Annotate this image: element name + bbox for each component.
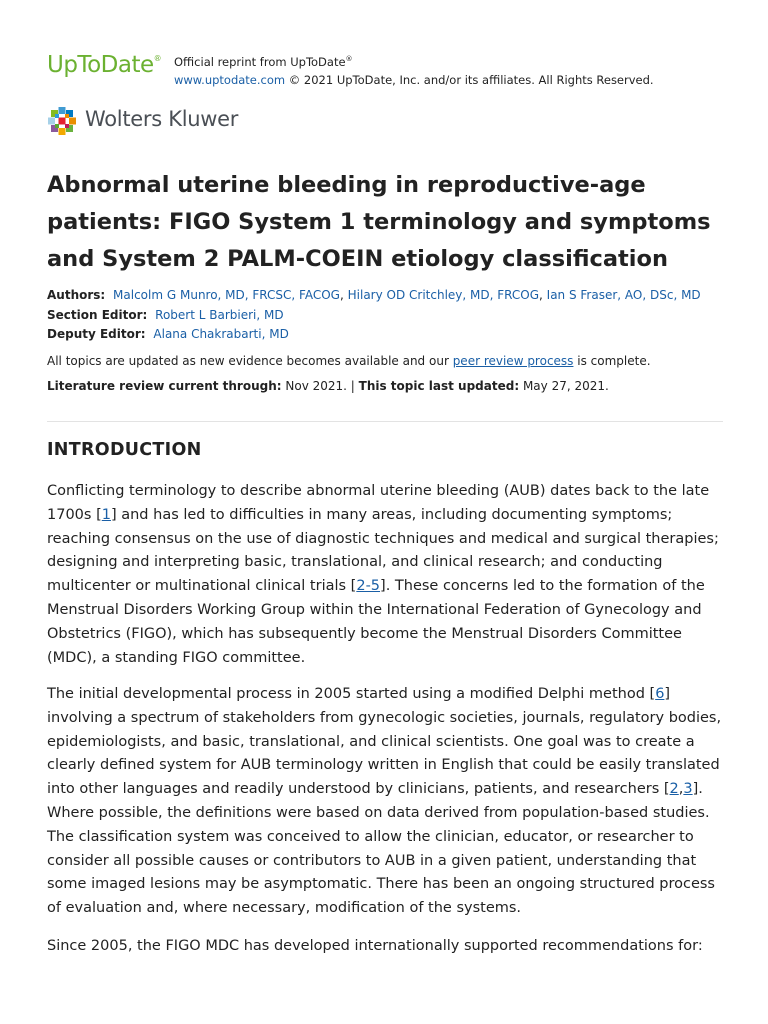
- header: [47, 48, 723, 88]
- review-dates: [47, 377, 737, 396]
- last-updated-value: May 27, 2021.: [519, 379, 609, 393]
- section-editor-label: Section Editor:: [47, 307, 148, 322]
- last-updated-label: This topic last updated:: [358, 379, 520, 393]
- reference-link[interactable]: 1: [101, 506, 111, 523]
- publisher-name: Wolters Kluwer: [85, 107, 239, 131]
- text-run: ]. Where possible, the definitions were based on data derived from population-based studies. The classification system was conceived to allow the clinician, educator, or researcher to consider all possible causes or contributors to AUB in a given patient, understanding that some imaged lesions may be asymptomatic. There has been an ongoing structured process of evaluation and, where necessary, modification of the systems.: [47, 781, 715, 917]
- paragraph: [47, 683, 727, 921]
- uptodate-logo[interactable]: [47, 52, 161, 78]
- author-link[interactable]: Hilary OD Critchley, MD, FRCOG: [347, 288, 540, 302]
- paragraph: Since 2005, the FIGO MDC has developed internationally supported recommendations for:: [47, 938, 703, 954]
- text-run: ] involving a spectrum of stakeholders from gynecologic societies, journals, regulatory bodies, epidemiologists, and basic, translational, and clinical scientists. One goal was to create a clearly defined system for AUB terminology written in English that could be easily translated into other languages and readily understood by clinicians, patients, and researchers [: [47, 686, 722, 798]
- section-editor-line: [47, 306, 737, 326]
- lit-review-value: Nov 2021. |: [281, 379, 359, 393]
- uptodate-site-link[interactable]: www.uptodate.com: [174, 72, 286, 87]
- peer-review-link[interactable]: peer review process: [452, 354, 574, 368]
- article-title: Abnormal uterine bleeding in reproductive-age patients: FIGO System 1 terminology and symptoms and System 2 PALM-COEIN etiology classification: [47, 172, 711, 272]
- section-heading: INTRODUCTION: [47, 440, 202, 460]
- update-notice: [47, 352, 737, 371]
- article-metadata: [47, 286, 737, 345]
- copyright-text: © 2021 UpToDate, Inc. and/or its affiliates. All Rights Reserved.: [285, 72, 654, 87]
- reference-link[interactable]: 2: [669, 781, 679, 798]
- logo-registered-mark: ®: [153, 54, 162, 63]
- text-run: The initial developmental process in 2005 started using a modified Delphi method [: [47, 686, 656, 702]
- reprint-notice: [174, 50, 654, 89]
- wolters-kluwer-mark-icon: [47, 106, 77, 136]
- notice-suffix: is complete.: [573, 354, 651, 368]
- reprint-registered-mark: ®: [345, 55, 353, 63]
- logo-text: UpToDate: [47, 52, 154, 78]
- reprint-line: Official reprint from UpToDate: [174, 54, 346, 69]
- section-editor-link[interactable]: Robert L Barbieri, MD: [155, 307, 284, 322]
- section-divider: [47, 421, 723, 422]
- deputy-editor-label: Deputy Editor:: [47, 327, 146, 341]
- authors-label: Authors:: [47, 288, 106, 302]
- reference-link[interactable]: 6: [655, 686, 665, 702]
- authors-line: Authors: Malcolm G Munro, MD, FRCSC, FACOG, Hilary OD Critchley, MD, FRCOG, Ian S Fraser, AO, DSc, MD: [47, 288, 701, 302]
- reference-link[interactable]: 3: [683, 781, 693, 798]
- deputy-editor-link[interactable]: Alana Chakrabarti, MD: [153, 327, 289, 341]
- reference-link[interactable]: 2-5: [356, 578, 381, 595]
- lit-review-label: Literature review current through:: [47, 379, 282, 393]
- text-run: Conflicting terminology to describe abnormal uterine bleeding (AUB) dates back to the late 1700s [: [47, 483, 710, 523]
- author-link[interactable]: Ian S Fraser, AO, DSc, MD: [546, 288, 701, 302]
- text-run: ,: [678, 781, 684, 798]
- text-run: ]. These concerns led to the formation of the Menstrual Disorders Working Group within the International Federation of Gynecology and Obstetrics (FIGO), which has subsequently become the Menstrual Disorders Committee (MDC), a standing FIGO committee.: [47, 578, 705, 666]
- author-link[interactable]: Malcolm G Munro, MD, FRCSC, FACOG: [113, 288, 340, 302]
- paragraph: [47, 480, 727, 670]
- notice-prefix: All topics are updated as new evidence becomes available and our: [47, 354, 453, 368]
- deputy-editor-line: [47, 325, 737, 345]
- text-run: ] and has led to difficulties in many areas, including documenting symptoms; reaching consensus on the use of diagnostic techniques and medical and surgical therapies; designing and interpreting basic, translational, and clinical research; and conducting multicenter or multinational clinical trials [: [47, 506, 719, 595]
